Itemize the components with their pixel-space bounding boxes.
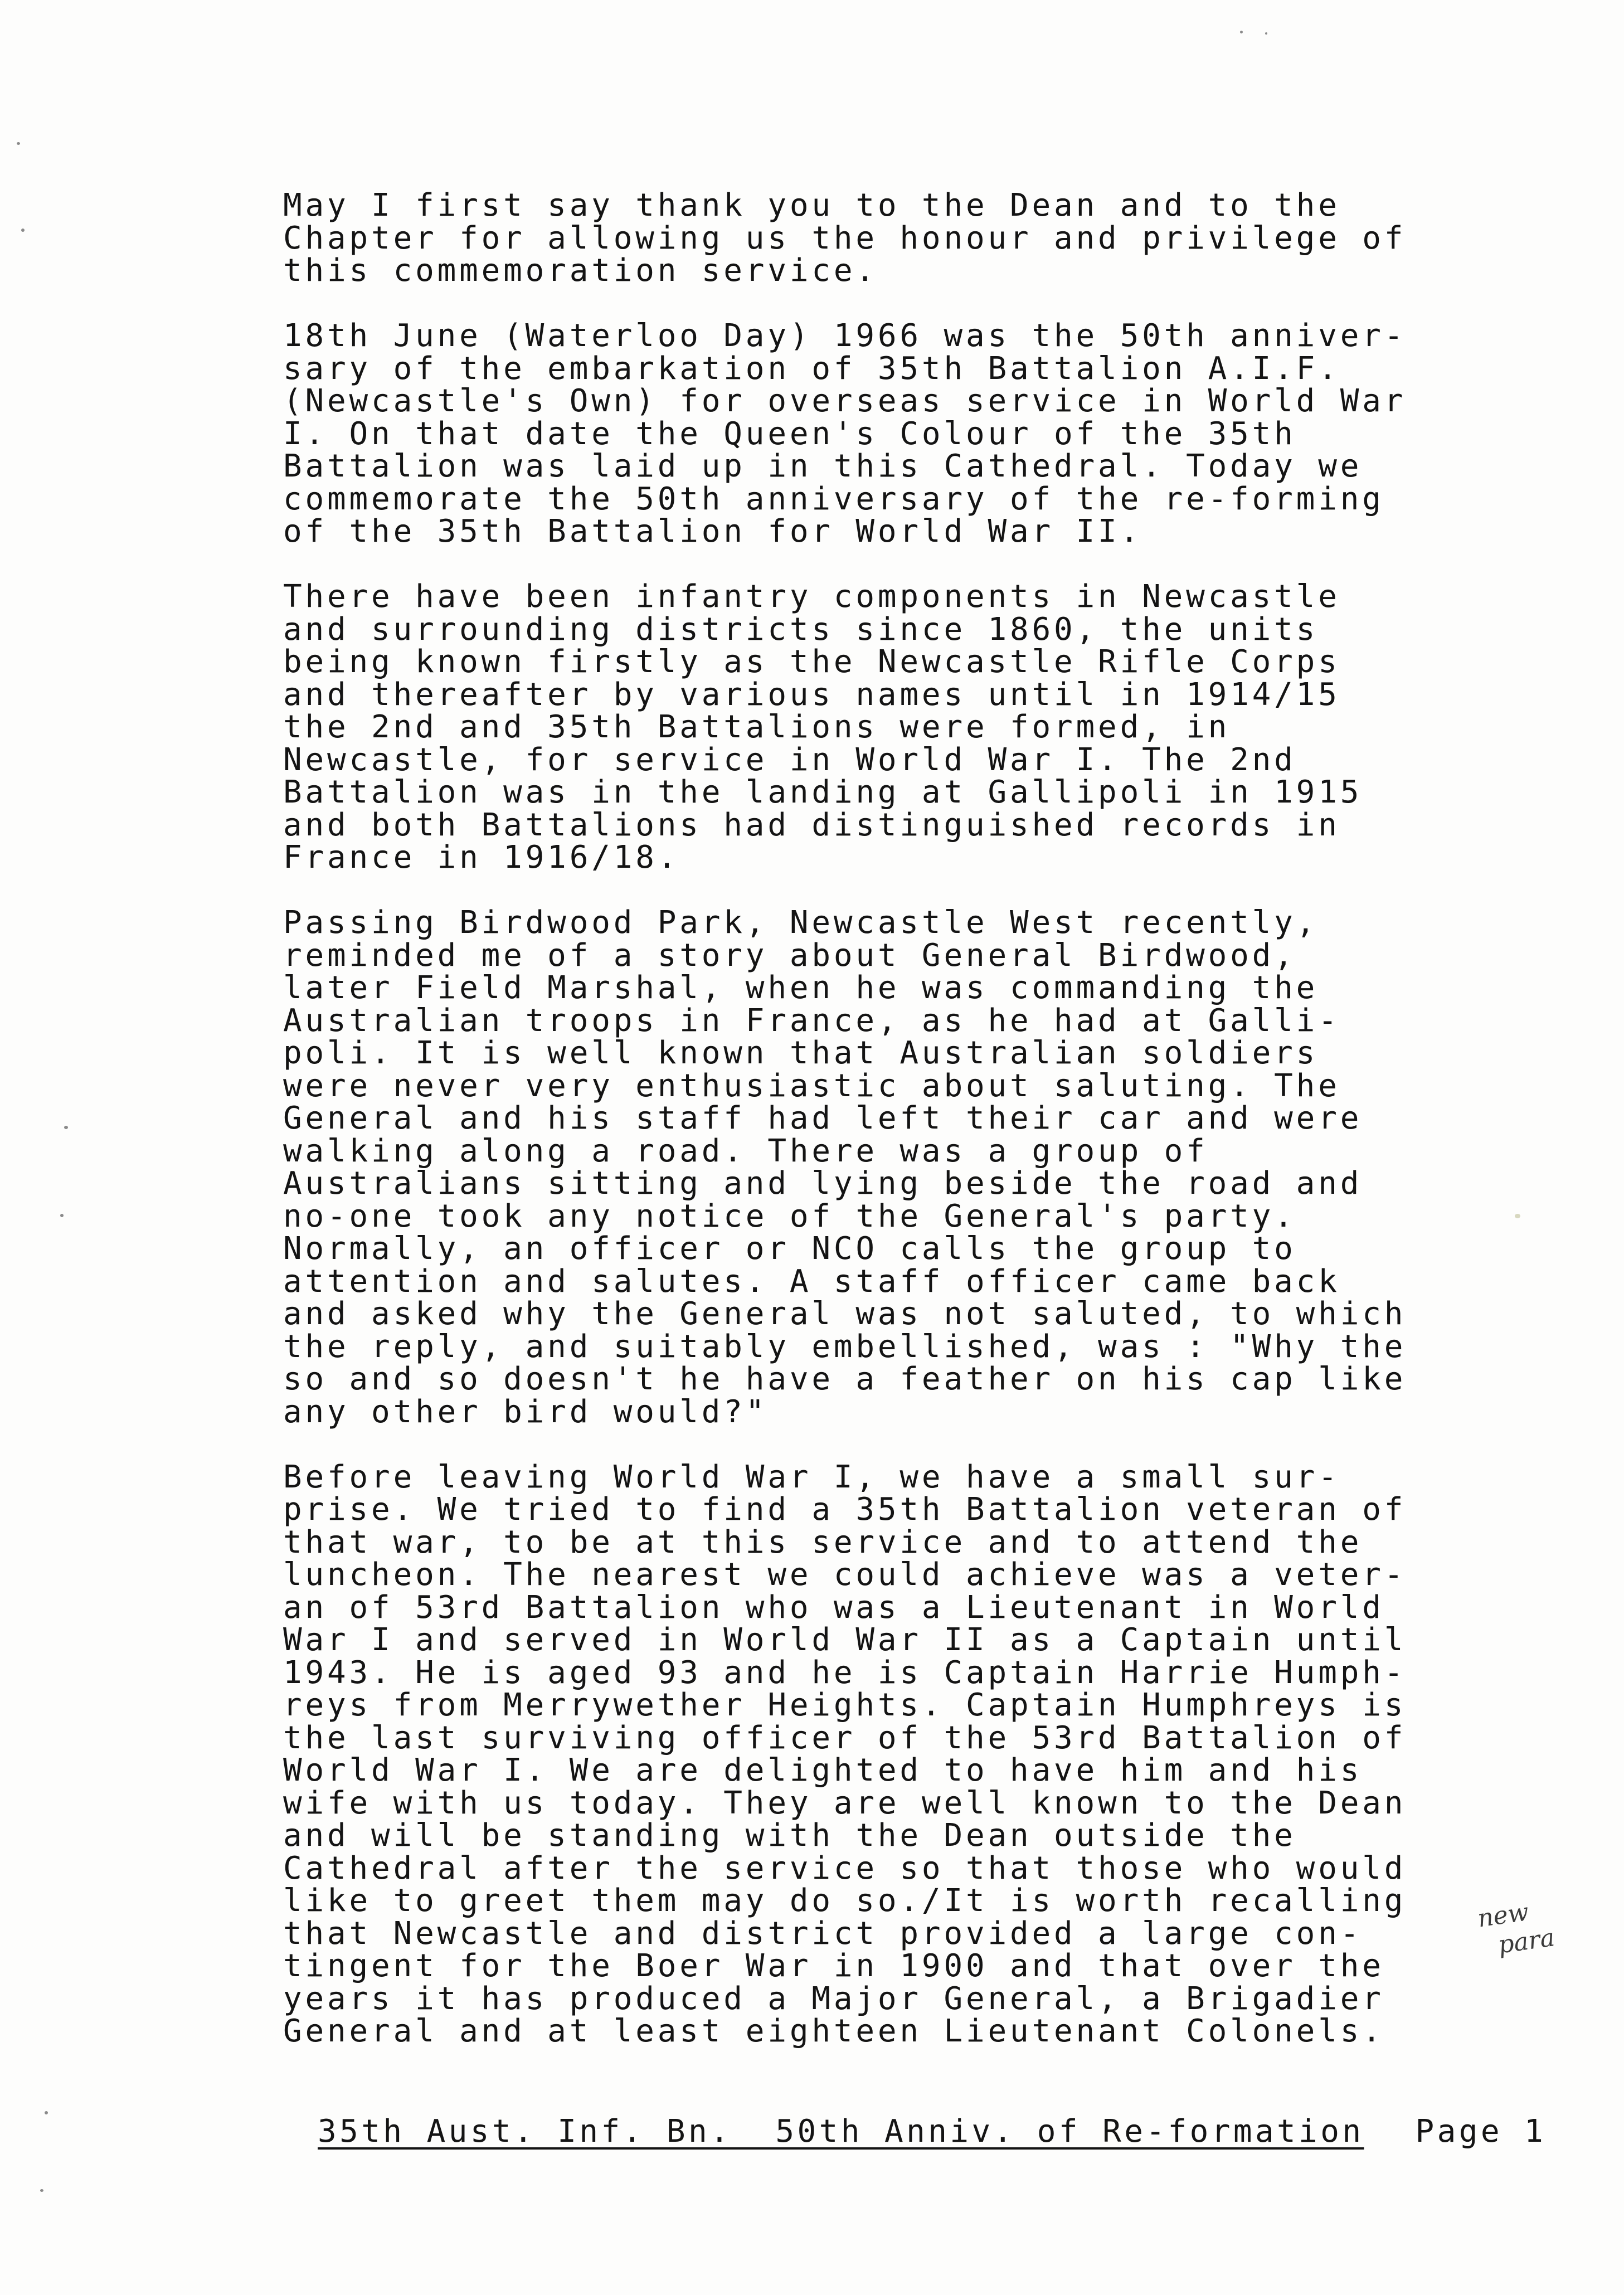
- text-line: Before leaving World War I, we have a small sur-: [283, 1458, 1340, 1495]
- scan-speck: [1515, 1214, 1520, 1218]
- text-line: the last surviving officer of the 53rd Battalion of: [283, 1719, 1407, 1756]
- text-line: and both Battalions had distinguished records in: [283, 806, 1340, 843]
- text-line: no-one took any notice of the General's party.: [283, 1198, 1296, 1234]
- paragraph-5: [283, 1458, 1448, 2049]
- paragraph-3: [283, 578, 1448, 876]
- text-line: and will be standing with the Dean outside the: [283, 1817, 1296, 1854]
- text-line: attention and salutes. A staff officer came back: [283, 1263, 1340, 1300]
- text-line: Newcastle, for service in World War I. The 2nd: [283, 741, 1296, 778]
- scan-speck: [45, 2111, 48, 2114]
- paragraph-2: [283, 320, 1448, 548]
- paragraph-1: [283, 189, 1448, 288]
- text-line: 1943. He is aged 93 and he is Captain Harrie Humph-: [283, 1654, 1407, 1691]
- document-body: [283, 189, 1448, 2080]
- text-line: being known firstly as the Newcastle Rifle Corps: [283, 644, 1340, 680]
- text-line: that war, to be at this service and to attend the: [283, 1524, 1363, 1560]
- text-line: sary of the embarkation of 35th Battalion A.I.F.: [283, 350, 1340, 387]
- text-line: years it has produced a Major General, a Brigadier: [283, 1980, 1384, 2017]
- text-line: tingent for the Boer War in 1900 and that over the: [283, 1948, 1384, 1984]
- margin-note-line: new: [1476, 1898, 1531, 1933]
- text-line: France in 1916/18.: [283, 839, 680, 876]
- text-line: and surrounding districts since 1860, the units: [283, 611, 1319, 648]
- text-line: There have been infantry components in Newcastle: [283, 578, 1340, 615]
- text-line: General and at least eighteen Lieutenant Colonels.: [283, 2013, 1384, 2049]
- text-line: like to greet them may do so./It is worth recalling: [283, 1883, 1407, 1919]
- text-line: this commemoration service.: [283, 252, 878, 289]
- text-line: reminded me of a story about General Birdwood,: [283, 937, 1296, 974]
- text-line: Normally, an officer or NCO calls the group to: [283, 1231, 1296, 1267]
- text-line: commemorate the 50th anniversary of the re-forming: [283, 480, 1384, 517]
- paragraph-4: [283, 907, 1448, 1428]
- text-line: any other bird would?": [283, 1393, 768, 1430]
- text-line: Cathedral after the service so that those who would: [283, 1850, 1407, 1886]
- text-line: and thereafter by various names until in 1914/15: [283, 676, 1340, 713]
- text-line: Chapter for allowing us the honour and privilege of: [283, 220, 1407, 256]
- text-line: prise. We tried to find a 35th Battalion veteran of: [283, 1491, 1407, 1528]
- text-line: Australians sitting and lying beside the road and: [283, 1165, 1363, 1202]
- scan-speck: [1265, 32, 1267, 35]
- margin-note-line: para: [1496, 1923, 1557, 1959]
- text-line: and asked why the General was not saluted, to which: [283, 1296, 1407, 1332]
- scan-speck: [64, 1126, 68, 1129]
- text-line: (Newcastle's Own) for overseas service in World War: [283, 383, 1407, 419]
- text-line: luncheon. The nearest we could achieve was a veter-: [283, 1557, 1407, 1593]
- text-line: General and his staff had left their car and were: [283, 1100, 1363, 1136]
- text-line: the 2nd and 35th Battalions were formed, in: [283, 709, 1231, 745]
- text-line: Australian troops in France, as he had at Galli-: [283, 1002, 1340, 1039]
- text-line: War I and served in World War II as a Captain until: [283, 1622, 1407, 1658]
- page-footer: [318, 2113, 1547, 2150]
- text-line: an of 53rd Battalion who was a Lieutenant in World: [283, 1589, 1384, 1626]
- text-line: poli. It is well known that Australian soldiers: [283, 1035, 1319, 1071]
- text-line: so and so doesn't he have a feather on his cap like: [283, 1361, 1407, 1397]
- handwritten-margin-note: [1476, 1889, 1594, 1962]
- text-line: Battalion was laid up in this Cathedral. Today we: [283, 448, 1363, 484]
- scan-speck: [17, 142, 20, 145]
- text-line: the reply, and suitably embellished, was : "Why the: [283, 1328, 1407, 1365]
- scan-speck: [21, 228, 25, 232]
- text-line: May I first say thank you to the Dean and to the: [283, 187, 1340, 223]
- text-line: of the 35th Battalion for World War II.: [283, 513, 1142, 550]
- text-line: walking along a road. There was a group of: [283, 1132, 1208, 1169]
- scan-speck: [1240, 31, 1243, 33]
- page-number: Page 1: [1415, 2113, 1547, 2150]
- text-line: were never very enthusiastic about saluting. The: [283, 1067, 1340, 1104]
- scan-speck: [60, 1214, 64, 1217]
- text-line: wife with us today. They are well known to the Dean: [283, 1785, 1407, 1821]
- text-line: Battalion was in the landing at Gallipoli in 1915: [283, 774, 1363, 810]
- text-line: World War I. We are delighted to have him and his: [283, 1752, 1363, 1788]
- text-line: 18th June (Waterloo Day) 1966 was the 50th anniver-: [283, 318, 1407, 354]
- text-line: later Field Marshal, when he was commanding the: [283, 970, 1319, 1006]
- text-line: Passing Birdwood Park, Newcastle West recently,: [283, 905, 1319, 941]
- scan-speck: [40, 2189, 43, 2192]
- text-line: I. On that date the Queen's Colour of the 35th: [283, 415, 1296, 452]
- text-line: that Newcastle and district provided a large con-: [283, 1915, 1363, 1952]
- text-line: reys from Merrywether Heights. Captain Humphreys is: [283, 1687, 1407, 1723]
- footer-title: 35th Aust. Inf. Bn. 50th Anniv. of Re-formation: [318, 2113, 1364, 2150]
